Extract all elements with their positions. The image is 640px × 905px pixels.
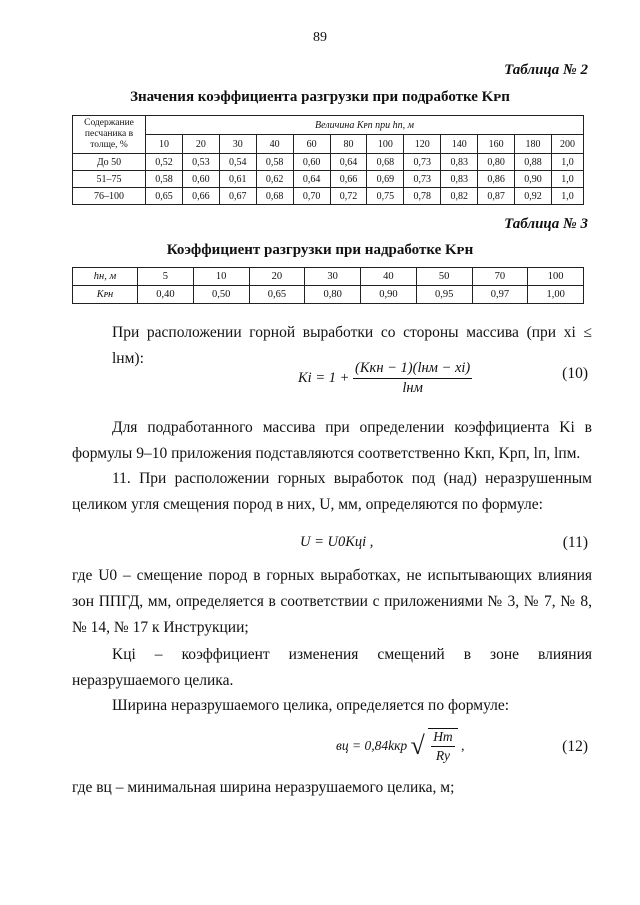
table2-cell: 0,66 [182, 188, 219, 205]
table2-cell: 0,67 [219, 188, 256, 205]
table2-cell: 0,72 [330, 188, 367, 205]
table2-col-header: 140 [441, 135, 478, 154]
table2-cell: 0,87 [478, 188, 515, 205]
formula-10-lhs: Ki = 1 + [298, 369, 350, 386]
formula-12: вц = 0,84kкр √ $\frac{Hm}{Rу}$ , [336, 729, 465, 763]
table2-cell: 0,92 [515, 188, 552, 205]
table2-cell: 0,75 [367, 188, 404, 205]
table2-row [73, 188, 584, 205]
paragraph-1: При расположении горной выработки со стороны массива (при xi ≤ lнм): [112, 324, 592, 367]
table3-title: Коэффициент разгрузки при надработке Kᴘн [166, 242, 474, 258]
table3-row2-cell: 0,80 [305, 286, 361, 304]
formula-10-denominator: lнм [402, 380, 423, 396]
table2-col-header: 120 [404, 135, 441, 154]
table2-cell: 0,54 [219, 154, 256, 171]
table3-row1-cell: 50 [416, 268, 472, 286]
table2-cell: 0,61 [219, 171, 256, 188]
formula-10 [298, 360, 472, 397]
table2-cell: 0,58 [146, 171, 183, 188]
sqrt-icon: √ [410, 731, 425, 760]
equation-number-10: (10) [562, 365, 588, 382]
table2-cell: 0,90 [515, 171, 552, 188]
table2-cell: 0,66 [330, 171, 367, 188]
paragraph-5: Kцi – коэффициент изменения смещений в зоне влияния неразрушаемого целика. [72, 646, 592, 689]
table2-cell: 0,64 [330, 154, 367, 171]
table2-cell: 0,73 [404, 171, 441, 188]
table3-row1-cell: 20 [249, 268, 305, 286]
table2-row-label: 51–75 [73, 171, 146, 188]
page-number: 89 [313, 30, 327, 45]
table3 [72, 267, 584, 304]
table2-row [73, 171, 584, 188]
table3-row2-cell: 0,97 [472, 286, 528, 304]
table2-cell: 0,60 [182, 171, 219, 188]
table2-row-label: 76–100 [73, 188, 146, 205]
table2-col-header: 80 [330, 135, 367, 154]
table2-col-group-header: Величина Kᴘп при hп, м [146, 116, 584, 135]
table2-cell: 0,78 [404, 188, 441, 205]
table3-row2-label: Kᴘн [73, 286, 138, 304]
table2-col-header: 40 [256, 135, 293, 154]
table2-title: Значения коэффициента разгрузки при подработке Kᴘп [130, 89, 510, 105]
formula-12-lhs: вц = 0,84kкр [336, 738, 408, 753]
table2-col-header: 180 [515, 135, 552, 154]
paragraph-7: где вц – минимальная ширина неразрушаемого целика, м; [72, 779, 455, 796]
table2-col-header: 10 [146, 135, 183, 154]
table2-cell: 0,52 [146, 154, 183, 171]
paragraph-2: Для подработанного массива при определении коэффициента Ki в формулы 9–10 приложения подставляются соответственно Kкп, Kрп, lп, lпм. [72, 419, 592, 462]
table2-cell: 1,0 [551, 154, 583, 171]
table2-cell: 0,62 [256, 171, 293, 188]
table3-label: Таблица № 3 [504, 216, 588, 232]
table2-cell: 0,64 [293, 171, 330, 188]
table3-row2-cell: 0,40 [138, 286, 194, 304]
table3-row1-label: hн, м [73, 268, 138, 286]
table2-row-label: До 50 [73, 154, 146, 171]
table3-row2-cell: 0,50 [193, 286, 249, 304]
table3-row1-cell: 70 [472, 268, 528, 286]
table2-col-header: 100 [367, 135, 404, 154]
formula-11: U = U0Kцi , [300, 534, 374, 550]
table2-cell: 0,58 [256, 154, 293, 171]
table2-col-header: 160 [478, 135, 515, 154]
equation-number-12: (12) [562, 738, 588, 755]
paragraph-3: 11. При расположении горных выработок под (над) неразрушенным целиком угля смещения пород в них, U, мм, определяются по формуле: [72, 470, 592, 513]
table2-cell: 0,80 [478, 154, 515, 171]
table2-cell: 1,0 [551, 171, 583, 188]
paragraph-4: где U0 – смещение пород в горных выработках, не испытывающих влияния зон ППГД, мм, определяется в соответствии с приложениями № 3, № 7, № 8, № 14, № 17 к Инструкции; [72, 567, 592, 636]
table2-label: Таблица № 2 [504, 62, 588, 78]
table3-row1-cell: 40 [361, 268, 417, 286]
formula-12-denominator: Rу [435, 748, 451, 763]
formula-12-numerator: Hm [431, 729, 455, 747]
table2-cell: 0,65 [146, 188, 183, 205]
table3-row1-cell: 30 [305, 268, 361, 286]
table3-row2-cell: 1,00 [528, 286, 584, 304]
equation-number-11: (11) [562, 534, 588, 551]
paragraph-6: Ширина неразрушаемого целика, определяется по формуле: [112, 697, 510, 714]
table2-cell: 0,69 [367, 171, 404, 188]
table2-row [73, 154, 584, 171]
table2-cell: 0,82 [441, 188, 478, 205]
table2-cell: 0,73 [404, 154, 441, 171]
table2-cell: 0,60 [293, 154, 330, 171]
table3-row2-cell: 0,90 [361, 286, 417, 304]
table2-cell: 0,53 [182, 154, 219, 171]
table2-cell: 1,0 [551, 188, 583, 205]
table2-cell: 0,68 [256, 188, 293, 205]
table3-row1-cell: 100 [528, 268, 584, 286]
table2-cell: 0,83 [441, 154, 478, 171]
table2-cell: 0,86 [478, 171, 515, 188]
table3-row1-cell: 5 [138, 268, 194, 286]
formula-10-fraction [353, 360, 472, 397]
table3-row2-cell: 0,65 [249, 286, 305, 304]
table2-col-header: 60 [293, 135, 330, 154]
table2-cell: 0,68 [367, 154, 404, 171]
formula-12-fraction [428, 728, 458, 764]
table2-cell: 0,83 [441, 171, 478, 188]
table3-row1-cell: 10 [193, 268, 249, 286]
table2-row-header: Содержание песчаника в толще, % [73, 116, 146, 154]
table2-cell: 0,88 [515, 154, 552, 171]
table2-col-header: 20 [182, 135, 219, 154]
table2 [72, 115, 584, 205]
table2-cell: 0,70 [293, 188, 330, 205]
formula-10-numerator: (Kкн − 1)(lнм − xi) [353, 360, 472, 379]
table2-col-header: 30 [219, 135, 256, 154]
table2-col-header: 200 [551, 135, 583, 154]
table3-row2-cell: 0,95 [416, 286, 472, 304]
